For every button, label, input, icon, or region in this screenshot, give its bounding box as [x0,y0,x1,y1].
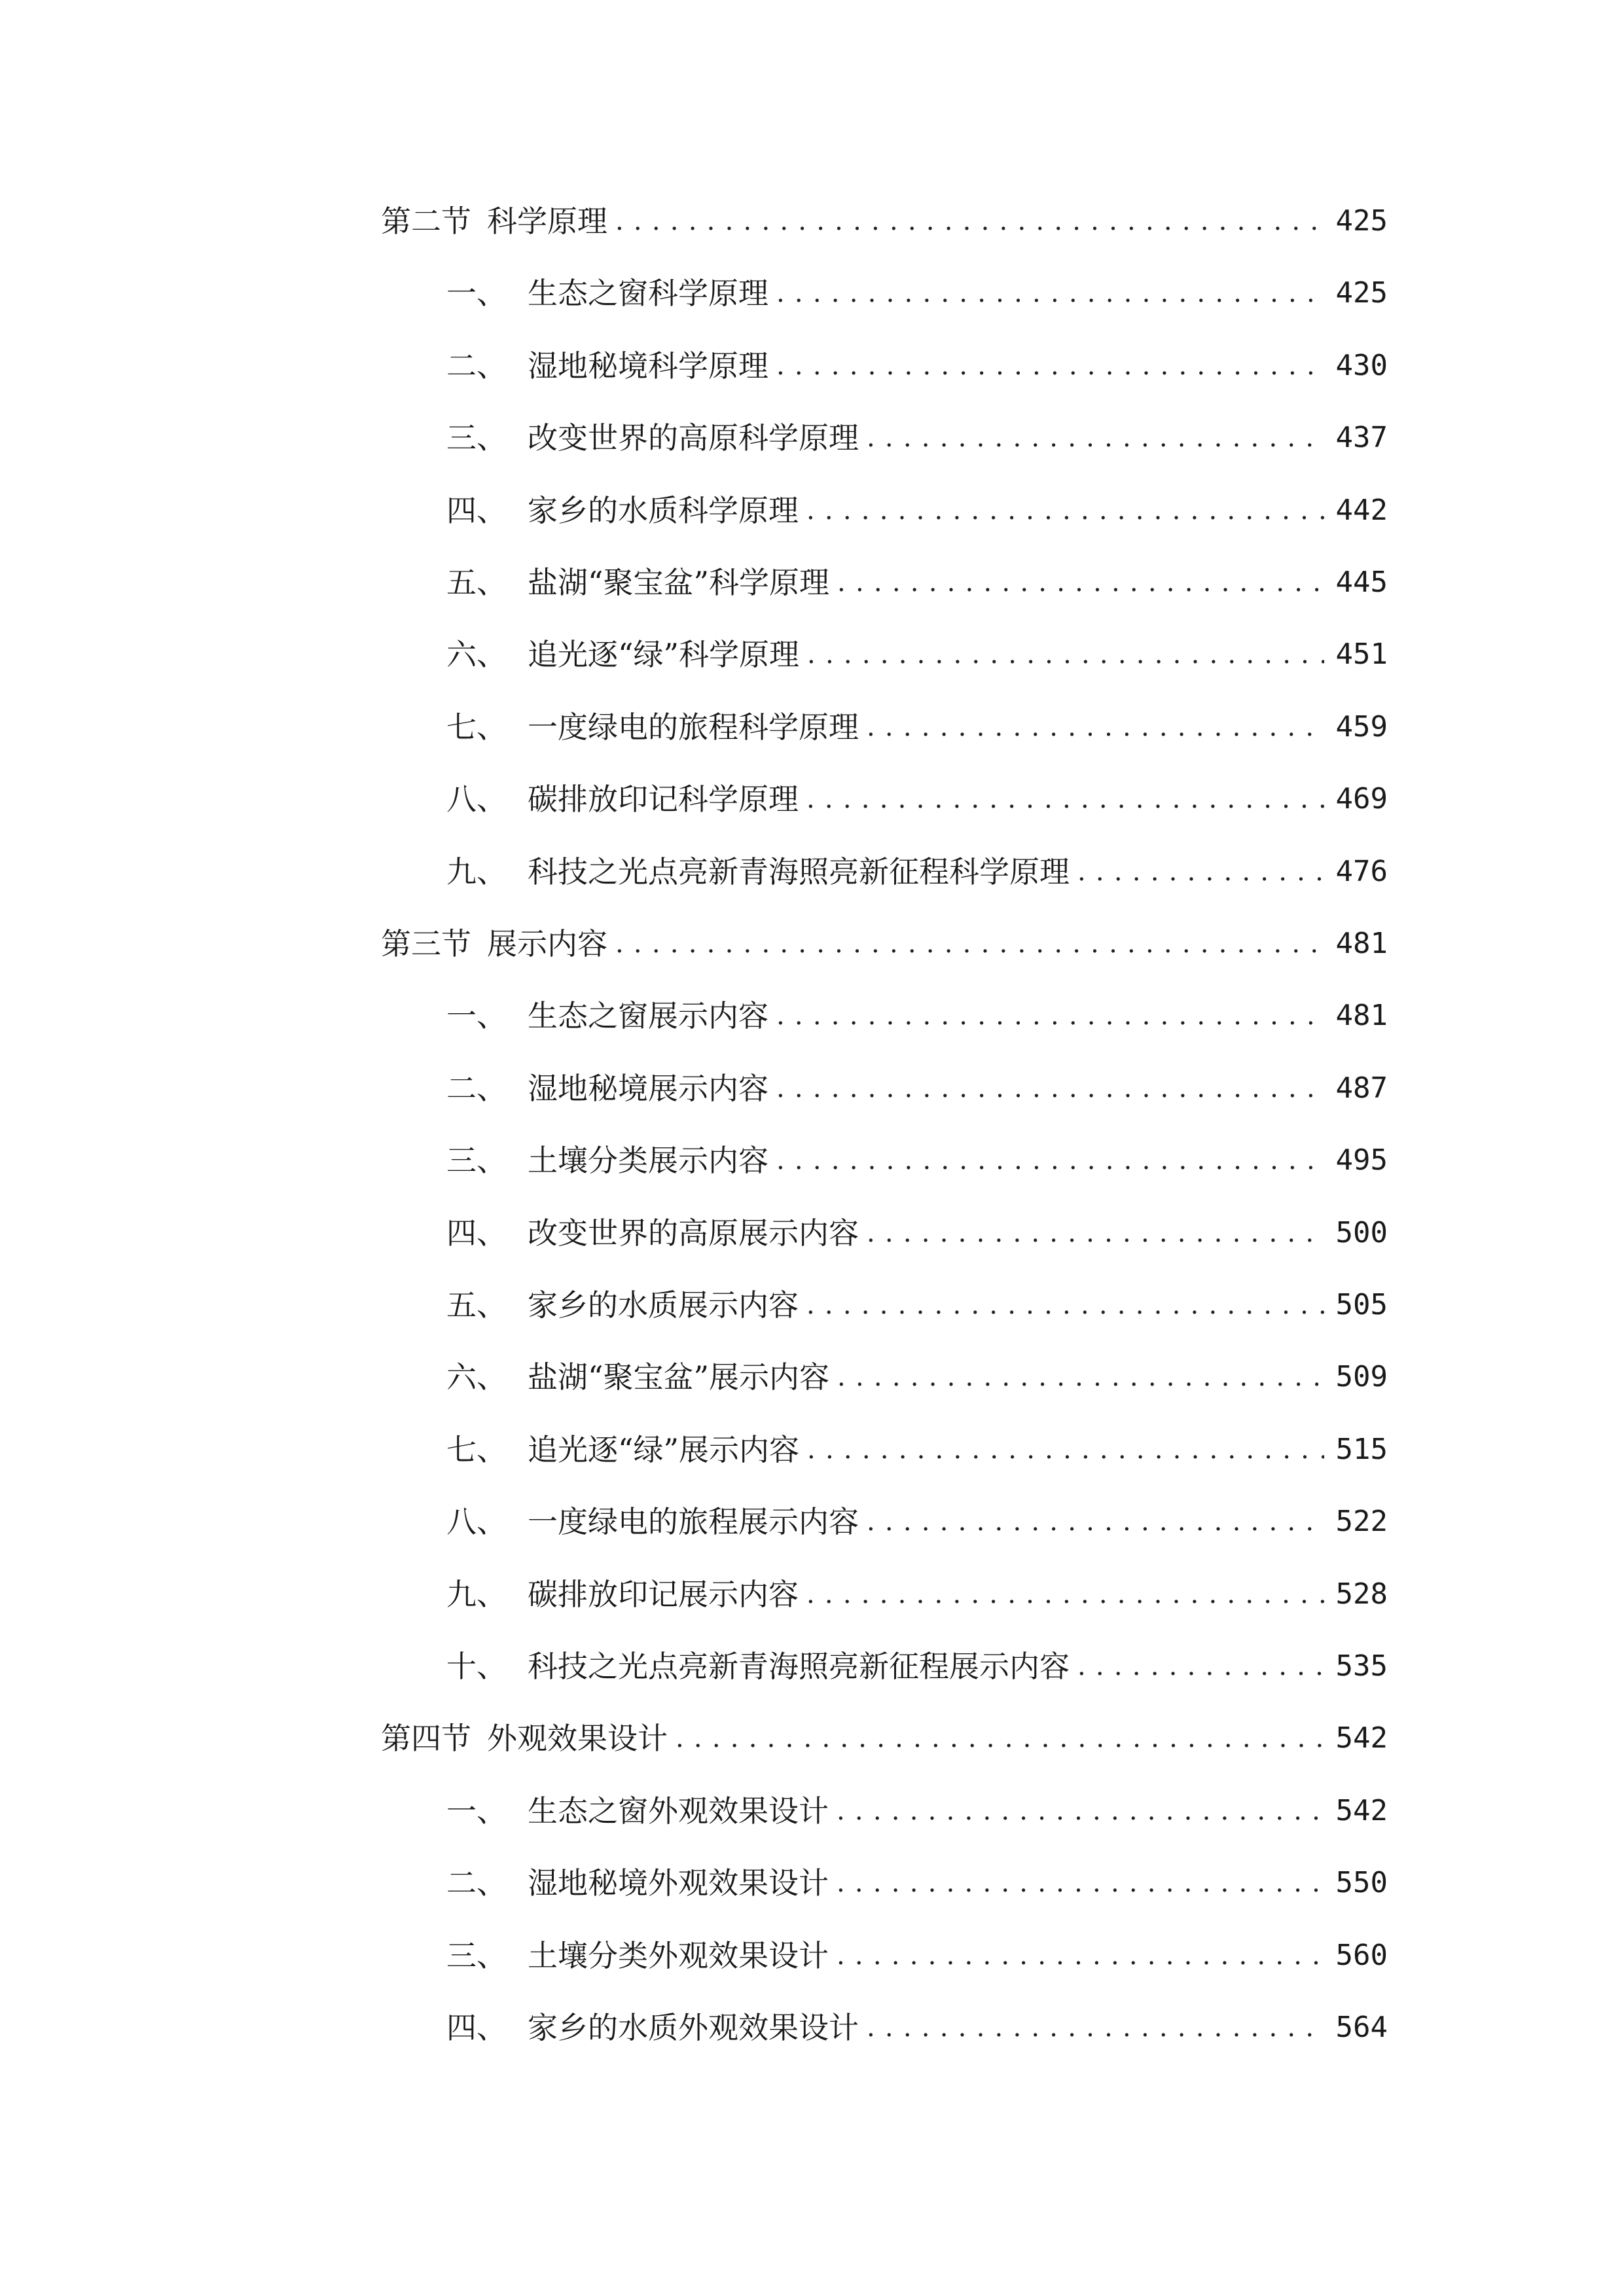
toc-item-entry[interactable] [0,635,1624,674]
toc-item-number: 五、 [446,565,507,600]
dot-leader [776,346,1324,386]
toc-item-number: 九、 [446,1576,507,1612]
page-number: 500 [1335,1215,1388,1249]
page-number: 542 [1335,1721,1388,1755]
page-number: 487 [1335,1071,1388,1105]
toc-item-entry[interactable] [0,346,1624,386]
toc-item-title: 家乡的水质外观效果设计 [528,2010,859,2045]
page-number: 442 [1335,493,1388,527]
dot-leader [615,924,1324,963]
toc-section-title [381,924,607,963]
toc-item-number: 六、 [446,637,507,673]
toc-item-number: 三、 [446,1143,507,1179]
page-number: 451 [1335,637,1388,672]
toc-item-title: 盐湖“聚宝盆”展示内容 [528,1359,830,1395]
toc-entry-line [528,1502,1388,1541]
page-number: 564 [1335,2011,1388,2044]
dot-leader [806,780,1324,819]
toc-item-entry[interactable] [0,1936,1624,1975]
dot-leader [806,1285,1324,1325]
toc-item-number: 七、 [446,709,507,745]
dot-leader [867,708,1324,747]
toc-item-entry[interactable] [0,1863,1624,1903]
toc-item-number: 三、 [446,420,507,456]
toc-entry-line [528,1285,1388,1325]
page-number: 509 [1335,1360,1388,1394]
toc-item-title: 家乡的水质展示内容 [528,1287,799,1323]
toc-section-name: 展示内容 [487,926,607,961]
dot-leader [867,418,1324,457]
toc-item-title: 湿地秘境展示内容 [528,1070,768,1106]
toc-entry-line [528,491,1388,530]
toc-item-title: 改变世界的高原科学原理 [528,420,859,456]
toc-section-name: 科学原理 [487,204,607,239]
toc-entry-line [528,996,1388,1035]
dot-leader [867,1213,1324,1253]
toc-item-number: 四、 [446,2010,507,2045]
page-number: 425 [1335,276,1388,310]
toc-entry-line [528,1863,1388,1903]
page-number: 515 [1335,1432,1388,1466]
toc-entry-line [528,346,1388,386]
dot-leader [776,1069,1324,1108]
toc-entry-line [528,635,1388,674]
dot-leader [806,1575,1324,1614]
toc-entry-line [381,924,1388,963]
dot-leader [867,2008,1324,2047]
dot-leader [807,635,1324,674]
dot-leader [615,202,1324,241]
page-number: 481 [1335,999,1388,1033]
toc-entry-line [528,1791,1388,1831]
toc-item-number: 二、 [446,1865,507,1901]
toc-section-name: 外观效果设计 [487,1721,668,1757]
toc-item-number: 五、 [446,1287,507,1323]
toc-item-entry[interactable] [0,1357,1624,1397]
page-number: 445 [1335,565,1388,599]
toc-item-title: 湿地秘境外观效果设计 [528,1865,829,1901]
page-number: 476 [1335,854,1388,888]
page-number: 550 [1335,1866,1388,1900]
toc-item-title: 生态之窗外观效果设计 [528,1793,829,1829]
toc-entry-line [528,563,1388,602]
toc-item-entry[interactable] [0,563,1624,602]
toc-item-title: 土壤分类外观效果设计 [528,1937,829,1973]
toc-item-title: 科技之光点亮新青海照亮新征程展示内容 [528,1649,1070,1684]
toc-entry-line [528,2008,1388,2047]
toc-item-number: 一、 [446,998,507,1034]
page-number: 522 [1335,1505,1388,1539]
page-number: 430 [1335,348,1388,382]
toc-item-entry[interactable] [0,708,1624,747]
toc-item-entry[interactable] [0,1213,1624,1253]
toc-item-title: 追光逐“绿”科学原理 [528,637,800,673]
toc-entry-line [528,780,1388,819]
toc-item-entry[interactable] [0,1575,1624,1614]
toc-item-entry[interactable] [0,274,1624,313]
toc-item-title: 盐湖“聚宝盆”科学原理 [528,565,830,600]
dot-leader [1077,852,1324,891]
toc-section-label: 第二节 [381,204,471,239]
toc-item-entry[interactable] [0,780,1624,819]
toc-item-entry[interactable] [0,1647,1624,1686]
toc-section-entry[interactable] [0,202,1624,241]
page-number: 425 [1335,204,1388,238]
toc-entry-line [528,274,1388,313]
dot-leader [837,1863,1324,1903]
toc-item-number: 九、 [446,853,507,889]
toc-item-title: 湿地秘境科学原理 [528,348,768,384]
toc-item-number: 二、 [446,1070,507,1106]
toc-item-entry[interactable] [0,418,1624,457]
toc-item-number: 八、 [446,781,507,817]
page-number: 560 [1335,1938,1388,1972]
toc-item-entry[interactable] [0,1430,1624,1469]
dot-leader [776,996,1324,1035]
toc-section-label: 第三节 [381,926,471,961]
toc-entry-line [528,1069,1388,1108]
dot-leader [676,1719,1324,1758]
dot-leader [867,1502,1324,1541]
toc-item-entry[interactable] [0,1285,1624,1325]
toc-entry-line [528,1213,1388,1253]
page-number: 459 [1335,709,1388,744]
toc-entry-line [528,852,1388,891]
toc-item-number: 六、 [446,1359,507,1395]
toc-item-number: 七、 [446,1431,507,1467]
toc-item-title: 碳排放印记科学原理 [528,781,799,817]
toc-item-number: 四、 [446,492,507,528]
toc-entry-line [528,418,1388,457]
page-number: 481 [1335,927,1388,960]
dot-leader [837,563,1324,602]
toc-item-number: 一、 [446,276,507,312]
toc-section-entry[interactable] [0,1719,1624,1758]
toc-entry-line [528,1647,1388,1686]
toc-item-number: 十、 [446,1649,507,1684]
toc-section-title [381,202,607,241]
toc-item-entry[interactable] [0,852,1624,891]
toc-item-title: 碳排放印记展示内容 [528,1576,799,1612]
toc-item-title: 生态之窗展示内容 [528,998,768,1034]
page-number: 469 [1335,782,1388,816]
toc-entry-line [528,1575,1388,1614]
toc-item-title: 一度绿电的旅程展示内容 [528,1504,859,1540]
toc-item-entry[interactable] [0,996,1624,1035]
page-number: 528 [1335,1577,1388,1611]
toc-item-title: 家乡的水质科学原理 [528,492,799,528]
toc-item-number: 八、 [446,1504,507,1540]
toc-item-title: 改变世界的高原展示内容 [528,1215,859,1251]
toc-item-number: 二、 [446,348,507,384]
toc-entry-line [528,1430,1388,1469]
toc-entry-line [528,1357,1388,1397]
dot-leader [776,274,1324,313]
page-number: 495 [1335,1143,1388,1177]
toc-item-number: 三、 [446,1937,507,1973]
toc-item-title: 土壤分类展示内容 [528,1143,768,1179]
toc-entry-line [381,202,1388,241]
toc-section-entry[interactable] [0,924,1624,963]
toc-item-number: 一、 [446,1793,507,1829]
toc-section-label: 第四节 [381,1721,471,1757]
dot-leader [807,1430,1324,1469]
toc-item-entry[interactable] [0,1141,1624,1180]
dot-leader [837,1791,1324,1831]
toc-item-number: 四、 [446,1215,507,1251]
page-number: 505 [1335,1288,1388,1321]
dot-leader [837,1936,1324,1975]
toc-entry-line [528,708,1388,747]
toc-item-entry[interactable] [0,2008,1624,2047]
toc-item-entry[interactable] [0,1069,1624,1108]
dot-leader [1077,1647,1324,1686]
toc-item-entry[interactable] [0,1791,1624,1831]
toc-entry-line [528,1141,1388,1180]
toc-item-entry[interactable] [0,1502,1624,1541]
dot-leader [776,1141,1324,1180]
toc-entry-line [528,1936,1388,1975]
page-number: 535 [1335,1649,1388,1683]
toc-item-title: 科技之光点亮新青海照亮新征程科学原理 [528,853,1070,889]
toc-entry-line [381,1719,1388,1758]
page-number: 542 [1335,1793,1388,1827]
dot-leader [806,491,1324,530]
toc-item-title: 追光逐“绿”展示内容 [528,1431,800,1467]
toc-item-title: 一度绿电的旅程科学原理 [528,709,859,745]
toc-section-title [381,1719,668,1758]
page-number: 437 [1335,421,1388,455]
toc-item-title: 生态之窗科学原理 [528,276,768,312]
toc-item-entry[interactable] [0,491,1624,530]
dot-leader [837,1357,1324,1397]
